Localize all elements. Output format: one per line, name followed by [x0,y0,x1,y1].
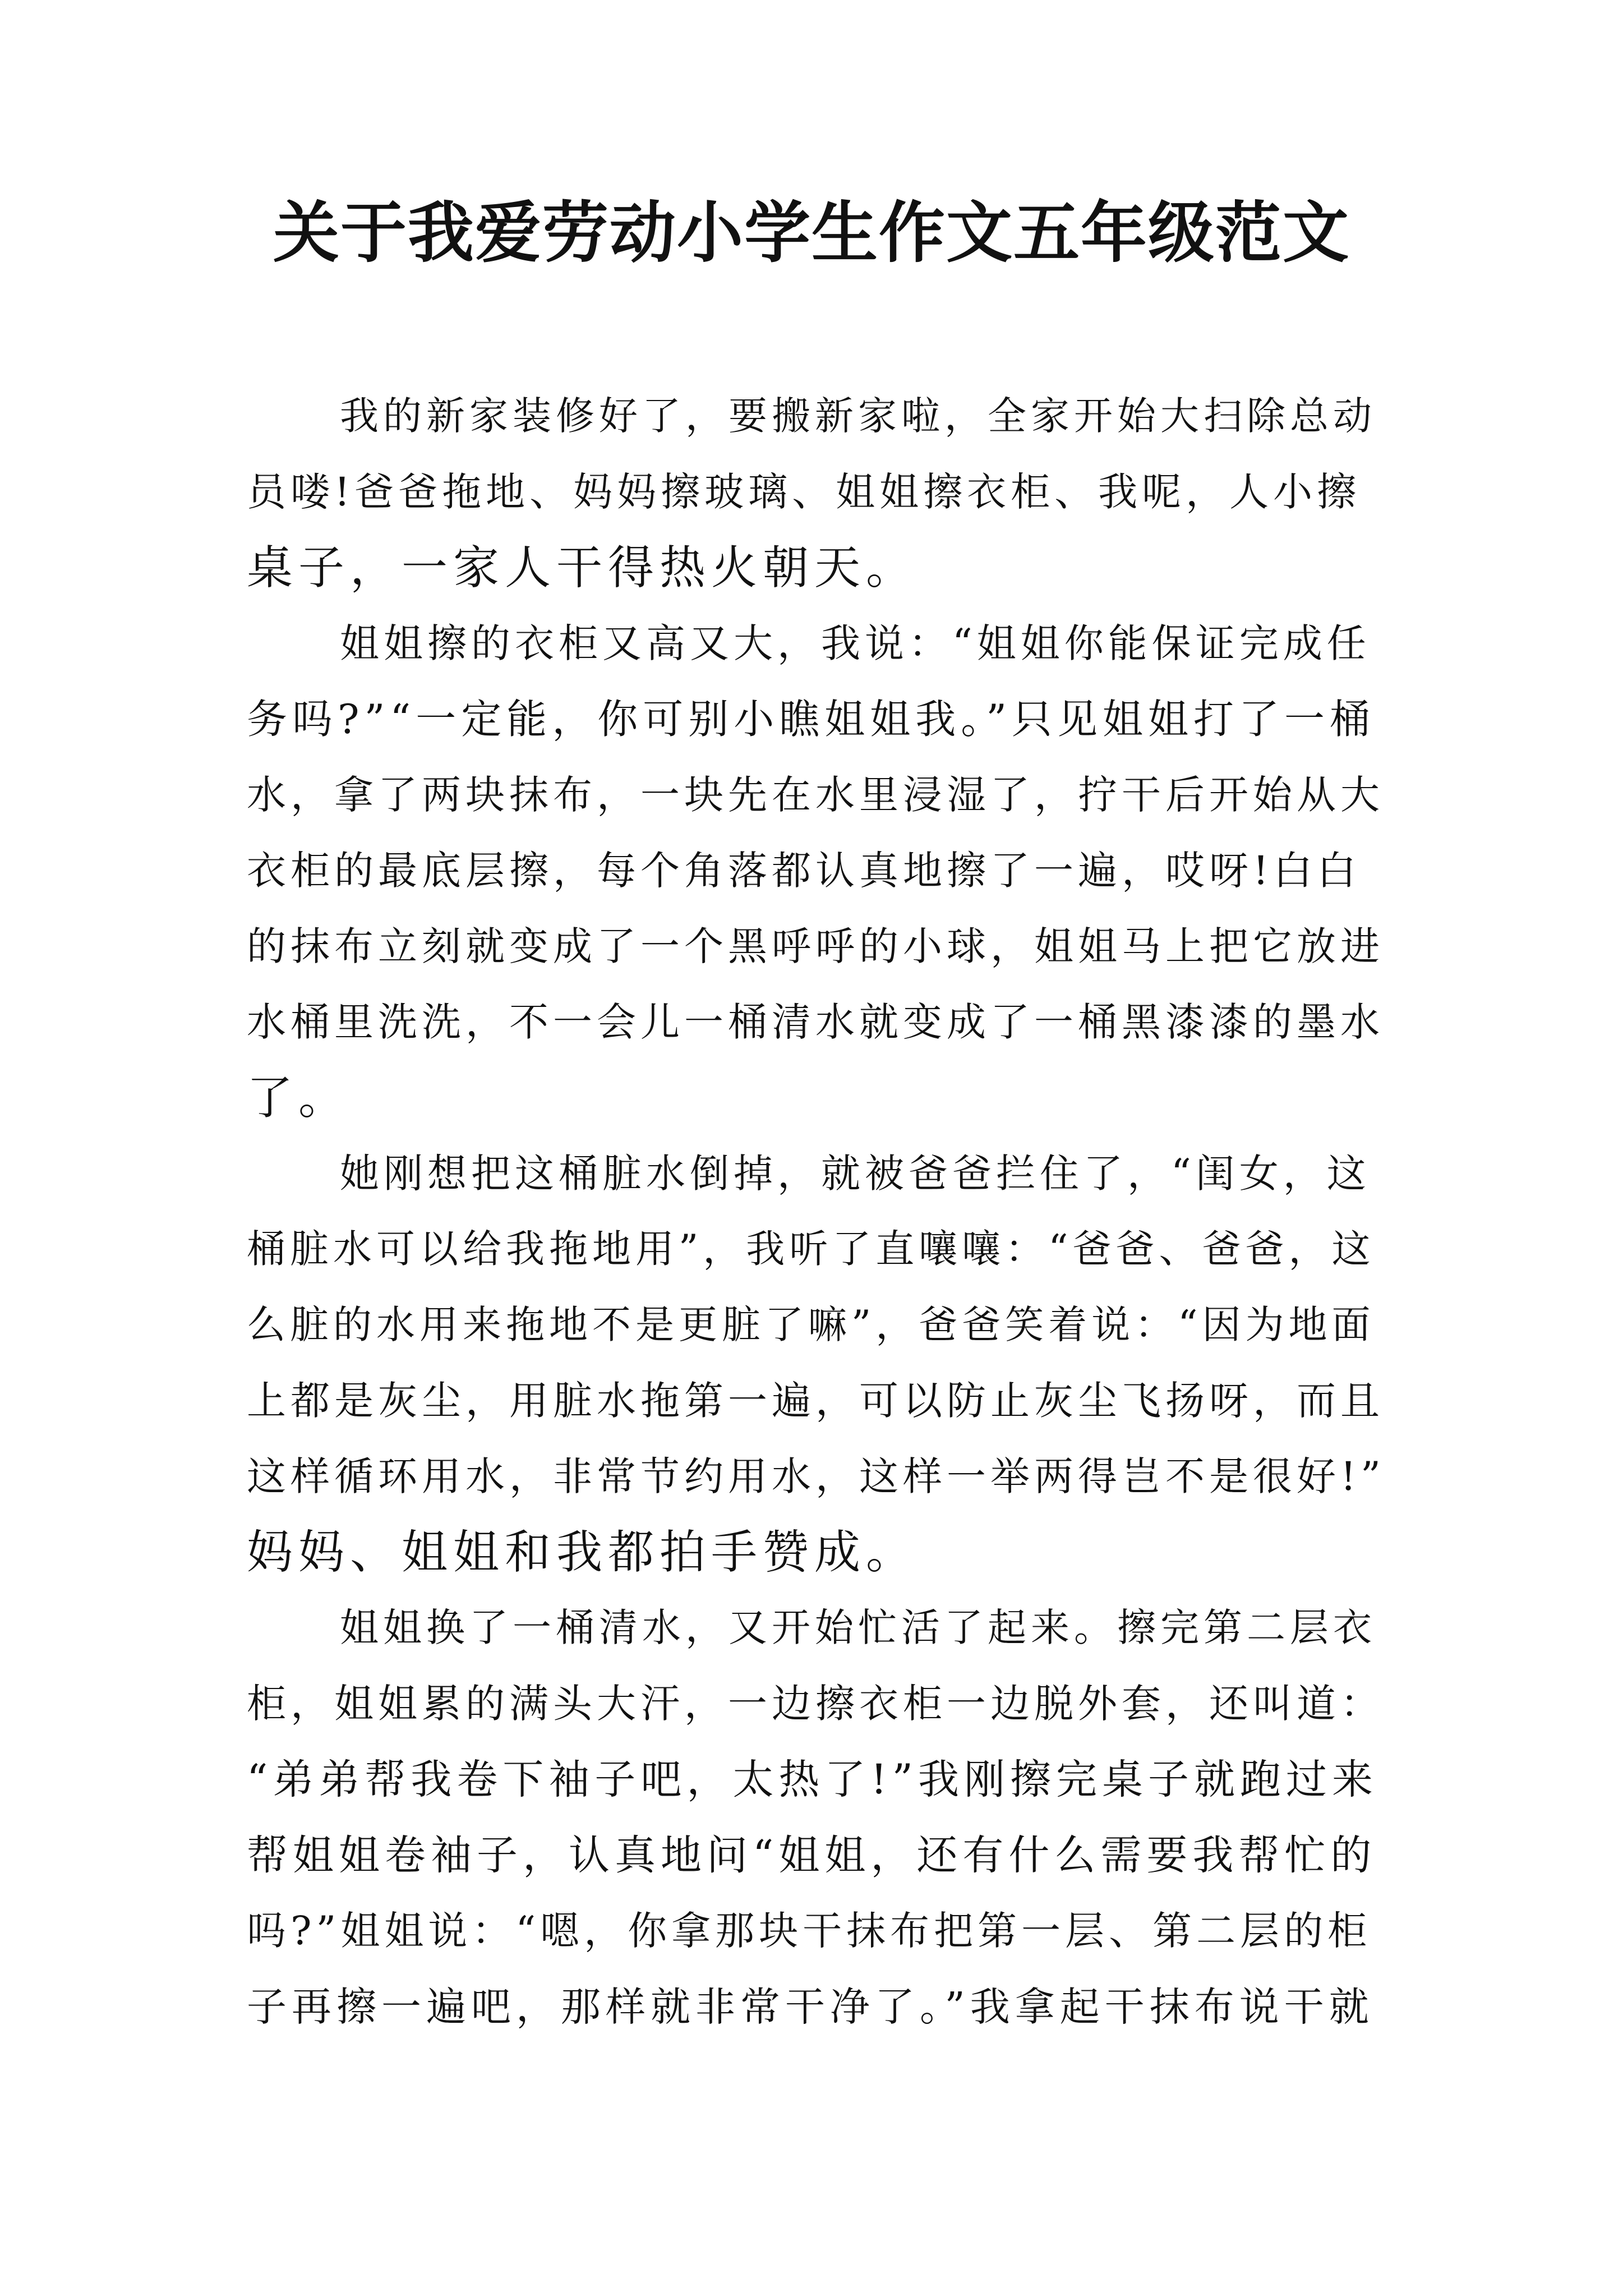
body-text-line: 这样循环用水，非常节约用水，这样一举两得岂不是很好!” [247,1453,1385,1499]
body-text-line: 她刚想把这桶脏水倒掉，就被爸爸拦住了，“闺女，这 [340,1151,1371,1197]
body-text-line: 桶脏水可以给我拖地用”，我听了直嚷嚷：“爸爸、爸爸，这 [247,1227,1375,1272]
body-text-line: 帮姐姐卷袖子，认真地问“姐姐，还有什么需要我帮忙的 [247,1832,1377,1879]
body-text-line: 了。 [247,1071,351,1125]
body-text-line: 员喽!爸爸拖地、妈妈擦玻璃、姐姐擦衣柜、我呢，人小擦 [247,469,1361,515]
body-text-line: 么脏的水用来拖地不是更脏了嘛”，爸爸笑着说：“因为地面 [247,1303,1375,1347]
body-text-line: 姐姐换了一桶清水，又开始忙活了起来。擦完第二层衣 [340,1605,1376,1650]
body-text-line: 的抹布立刻就变成了一个黑呼呼的小球，姐姐马上把它放进 [247,923,1384,969]
body-text-line: 子再擦一遍吧，那样就非常干净了。”我拿起干抹布说干就 [247,1984,1374,2030]
body-text-line: 务吗?”“一定能，你可别小瞧姐姐我。”只见姐姐打了一桶 [247,696,1376,743]
body-text-line: 桌子，一家人干得热火朝天。 [247,541,918,595]
body-text-line: 衣柜的最底层擦，每个角落都认真地擦了一遍，哎呀!白白 [247,848,1361,894]
body-text-line: 水桶里洗洗，不一会儿一桶清水就变成了一桶黑漆漆的墨水 [247,999,1384,1045]
body-text-line: 柜，姐姐累的满头大汗，一边擦衣柜一边脱外套，还叫道： [247,1681,1384,1727]
body-text-line: 上都是灰尘，用脏水拖第一遍，可以防止灰尘飞扬呀，而且 [247,1378,1384,1424]
body-text-line: 我的新家装修好了，要搬新家啦，全家开始大扫除总动 [340,394,1376,439]
document-body [247,379,1385,2045]
document-title: 关于我爱劳动小学生作文五年级范文 [273,194,1350,272]
body-text-line: 妈妈、姐姐和我都拍手赞成。 [247,1526,918,1579]
body-text-line: “弟弟帮我卷下袖子吧，太热了!”我刚擦完桌子就跑过来 [247,1756,1378,1803]
body-text-line: 水，拿了两块抹布，一块先在水里浸湿了，拧干后开始从大 [247,772,1384,818]
body-text-line: 吗?”姐姐说：“嗯，你拿那块干抹布把第一层、第二层的柜 [247,1908,1372,1954]
body-text-line: 姐姐擦的衣柜又高又大，我说：“姐姐你能保证完成任 [340,620,1371,666]
